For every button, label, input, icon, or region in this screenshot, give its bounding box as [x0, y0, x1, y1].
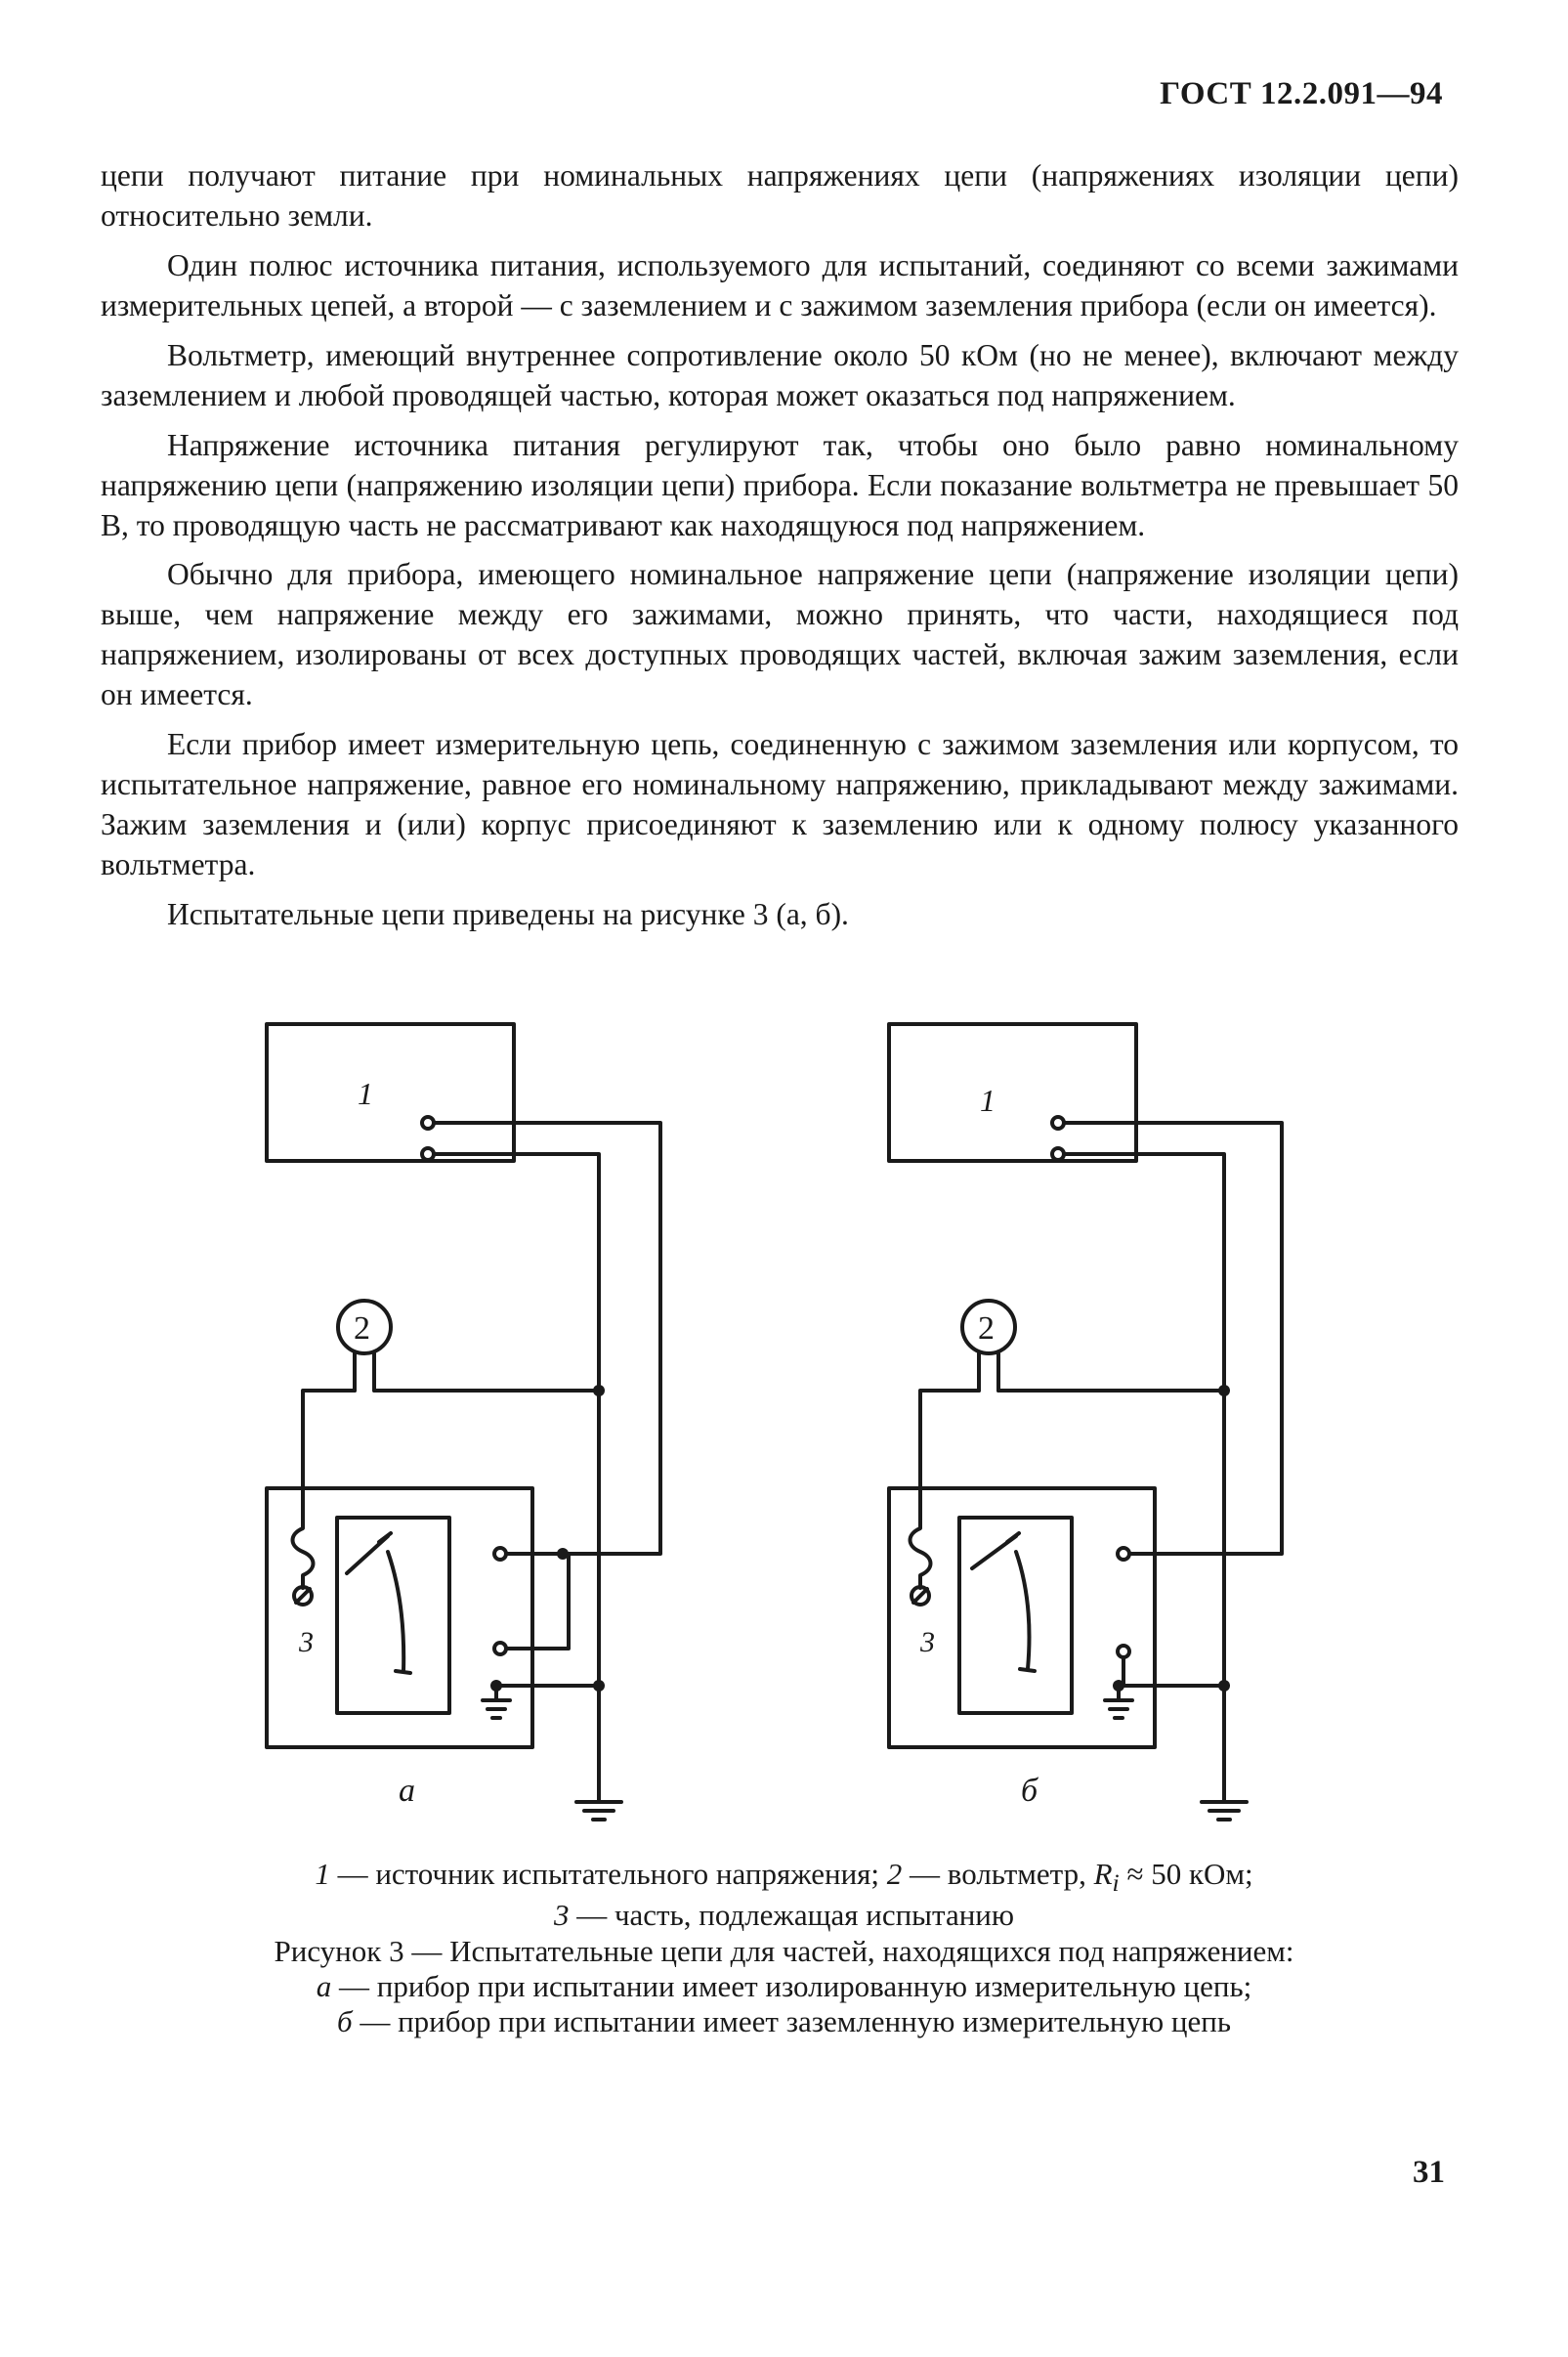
diagram-label-a: а — [399, 1773, 415, 1809]
circuit-figure — [0, 977, 1568, 1837]
legend-1-text: — источник испытательного напряжения; — [329, 1857, 887, 1891]
wire-a-bottom — [434, 1154, 599, 1802]
page-number: 31 — [1413, 2155, 1445, 2190]
legend-line-2 — [0, 1898, 1568, 1933]
junction-b-3 — [1113, 1680, 1124, 1692]
voltmeter-label-b: 2 — [978, 1310, 995, 1347]
legend-ri: R — [1093, 1857, 1113, 1891]
voltmeter-a-leads — [355, 1353, 374, 1391]
ground-screw-b-slot — [913, 1589, 927, 1603]
legend-3-text: — часть, подлежащая испытанию — [569, 1898, 1015, 1933]
voltmeter-b-leads — [979, 1353, 998, 1391]
caption-item-b-text: — прибор при испытании имеет заземленную измерительную цепь — [352, 2004, 1232, 2039]
wire-a-internal — [506, 1554, 569, 1649]
legend-ri-sub: i — [1112, 1868, 1120, 1898]
fuse-b — [911, 1515, 931, 1588]
part-label-b: 3 — [920, 1626, 935, 1658]
paragraph: Вольтметр, имеющий внутреннее сопротивление около 50 кОм (но не менее), включают между заземлением и любой проводящей частью, которая может оказаться под напряжением. — [101, 337, 1459, 412]
source-label-a: 1 — [358, 1076, 373, 1111]
legend-3-num: 3 — [553, 1898, 570, 1933]
meter-a-needle — [347, 1533, 391, 1573]
wire-voltmeter-b — [920, 1391, 1224, 1515]
ground-screw-a-slot — [296, 1589, 310, 1603]
wire-b-internal — [1119, 1657, 1224, 1686]
earth-b — [1202, 1802, 1247, 1820]
legend-2-text: — вольтметр, — [902, 1857, 1094, 1891]
paragraph: Напряжение источника питания регулируют так, чтобы оно было равно номинальному напряжению цепи (напряжению изоляции цепи) прибора. Если показание вольтметра не превышает 50 В, то проводящую часть не рассматривают как находящуюся под напряжением. — [101, 427, 1459, 542]
diagram-b — [889, 1024, 1282, 1820]
paragraph: Один полюс источника питания, используемого для испытаний, соединяют со всеми зажимами измерительных цепей, а второй — с заземлением и с зажимом заземления прибора (если он имеется). — [101, 247, 1459, 322]
document-header: ГОСТ 12.2.091—94 — [1160, 76, 1443, 111]
junction-b-1 — [1218, 1385, 1230, 1396]
source-box-a — [267, 1024, 514, 1161]
source-label-b: 1 — [980, 1083, 996, 1118]
paragraph: цепи получают питание при номинальных напряжениях цепи (напряжениях изоляции цепи) относительно земли. — [101, 158, 1459, 233]
junction-a-3 — [593, 1680, 605, 1692]
meter-b-scale — [1016, 1552, 1035, 1671]
caption-item-b-label: б — [336, 2004, 353, 2039]
earth-a — [576, 1802, 621, 1820]
legend-ri-value: ≈ 50 кОм; — [1119, 1857, 1253, 1891]
junction-a-4 — [490, 1680, 502, 1692]
paragraph: Обычно для прибора, имеющего номинальное напряжение цепи (напряжение изоляции цепи) выше, чем напряжение между его зажимами, можно принять, что части, находящиеся под напряжением, изолированы от всех доступных проводящих частей, включая зажим заземления, если он имеется. — [101, 557, 1459, 712]
legend-1-num: 1 — [315, 1857, 330, 1891]
diagram-label-b: б — [1021, 1773, 1038, 1809]
caption-item-a-text: — прибор при испытании имеет изолированную измерительную цепь; — [331, 1968, 1252, 2003]
wire-b-bottom — [1064, 1154, 1224, 1802]
caption-item-a-label: а — [316, 1968, 332, 2003]
paragraph: Если прибор имеет измерительную цепь, соединенную с зажимом заземления или корпусом, то испытательное напряжение, равное его номинальному напряжению, прикладывают между зажимами. Зажим заземления и (или) корпус присоединяют к заземлению или к одному полюсу указанного вольтметра. — [101, 727, 1459, 881]
caption-item-a — [0, 1969, 1568, 2004]
part-label-a: 3 — [299, 1626, 314, 1658]
meter-a-scale — [388, 1552, 410, 1673]
figure-caption — [0, 1857, 1568, 2039]
junction-a-2 — [557, 1548, 569, 1560]
legend-2-num: 2 — [886, 1857, 903, 1891]
diagram-a — [267, 1024, 660, 1820]
device-terminal-b-top — [1118, 1548, 1129, 1560]
source-box-b — [889, 1024, 1136, 1161]
body-text — [101, 156, 1459, 945]
figure-title: Рисунок 3 — Испытательные цепи для частей, находящихся под напряжением: — [274, 1933, 1294, 1968]
caption-item-b — [0, 2004, 1568, 2039]
voltmeter-label-a: 2 — [354, 1310, 370, 1347]
meter-b-needle — [972, 1533, 1019, 1568]
junction-b-2 — [1218, 1680, 1230, 1692]
meter-a — [337, 1518, 449, 1713]
legend-line-1 — [0, 1857, 1568, 1898]
junction-a-1 — [593, 1385, 605, 1396]
fuse-a — [293, 1515, 314, 1588]
meter-b — [959, 1518, 1072, 1713]
paragraph: Испытательные цепи приведены на рисунке 3 (а, б). — [167, 896, 849, 931]
wire-voltmeter-a — [303, 1391, 599, 1515]
